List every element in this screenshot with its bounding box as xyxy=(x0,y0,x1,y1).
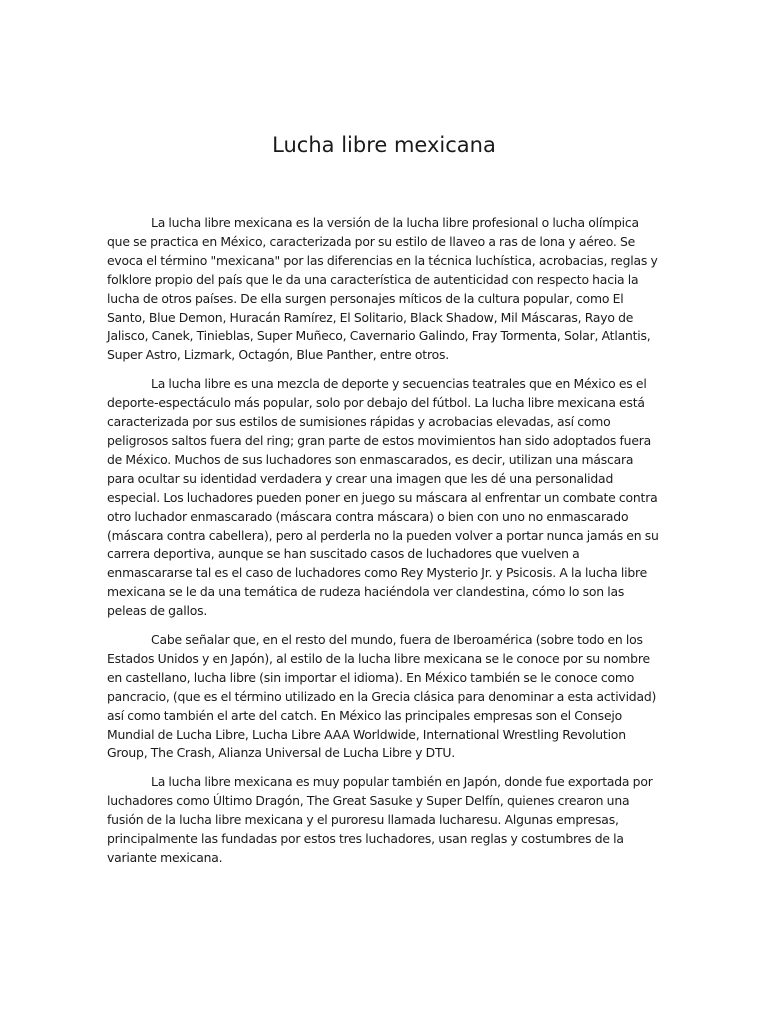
document-title: Lucha libre mexicana xyxy=(272,133,496,157)
paragraph-4: La lucha libre mexicana es muy popular también en Japón, donde fue exportada por luchadores como Último Dragón, The Great Sasuke y Super Delfín, quienes crearon una fusión de la lucha libre mexicana y el puroresu llamada lucharesu. Algunas empresas, principalmente las fundadas por estos tres luchadores, usan reglas y costumbres de la variante mexicana. xyxy=(107,774,653,865)
paragraph-3: Cabe señalar que, en el resto del mundo, fuera de Iberoamérica (sobre todo en los Estados Unidos y en Japón), al estilo de la lucha libre mexicana se le conoce por su nombre en castellano, lucha libre (sin importar el idioma). En México también se le conoce como pancracio, (que es el término utilizado en la Grecia clásica para denominar a esta actividad) así como también el arte del catch. En México las principales empresas son el Consejo Mundial de Lucha Libre, Lucha Libre AAA Worldwide, International Wrestling Revolution Group, The Crash, Alianza Universal de Lucha Libre y DTU. xyxy=(107,632,657,761)
paragraph-2: La lucha libre es una mezcla de deporte y secuencias teatrales que en México es el deporte-espectáculo más popular, solo por debajo del fútbol. La lucha libre mexicana está caracterizada por sus estilos de sumisiones rápidas y acrobacias elevadas, así como peligrosos saltos fuera del ring; gran parte de estos movimientos han sido adoptados fuera de México. Muchos de sus luchadores son enmascarados, es decir, utilizan una máscara para ocultar su identidad verdadera y crear una imagen que les dé una personalidad especial. Los luchadores pueden poner en juego su máscara al enfrentar un combate contra otro luchador enmascarado (máscara contra máscara) o bien con uno no enmascarado (máscara contra cabellera), pero al perderla no la pueden volver a portar nunca jamás en su carrera deportiva, aunque se han suscitado casos de luchadores que vuelven a enmascararse tal es el caso de luchadores como Rey Mysterio Jr. y Psicosis. A la lucha libre mexicana se le da una temática de rudeza haciéndola ver clandestina, cómo lo son las peleas de gallos. xyxy=(107,376,659,619)
paragraph-1: La lucha libre mexicana es la versión de la lucha libre profesional o lucha olímpica que se practica en México, caracterizada por su estilo de llaveo a ras de lona y aéreo. Se evoca el término "mexicana" por las diferencias en la técnica luchística, acrobacias, reglas y folklore propio del país que le da una característica de autenticidad con respecto hacia la lucha de otros países. De ella surgen personajes míticos de la cultura popular, como El Santo, Blue Demon, Huracán Ramírez, El Solitario, Black Shadow, Mil Máscaras, Rayo de Jalisco, Canek, Tinieblas, Super Muñeco, Cavernario Galindo, Fray Tormenta, Solar, Atlantis, Super Astro, Lizmark, Octagón, Blue Panther, entre otros. xyxy=(107,215,658,363)
document-body xyxy=(107,214,663,878)
